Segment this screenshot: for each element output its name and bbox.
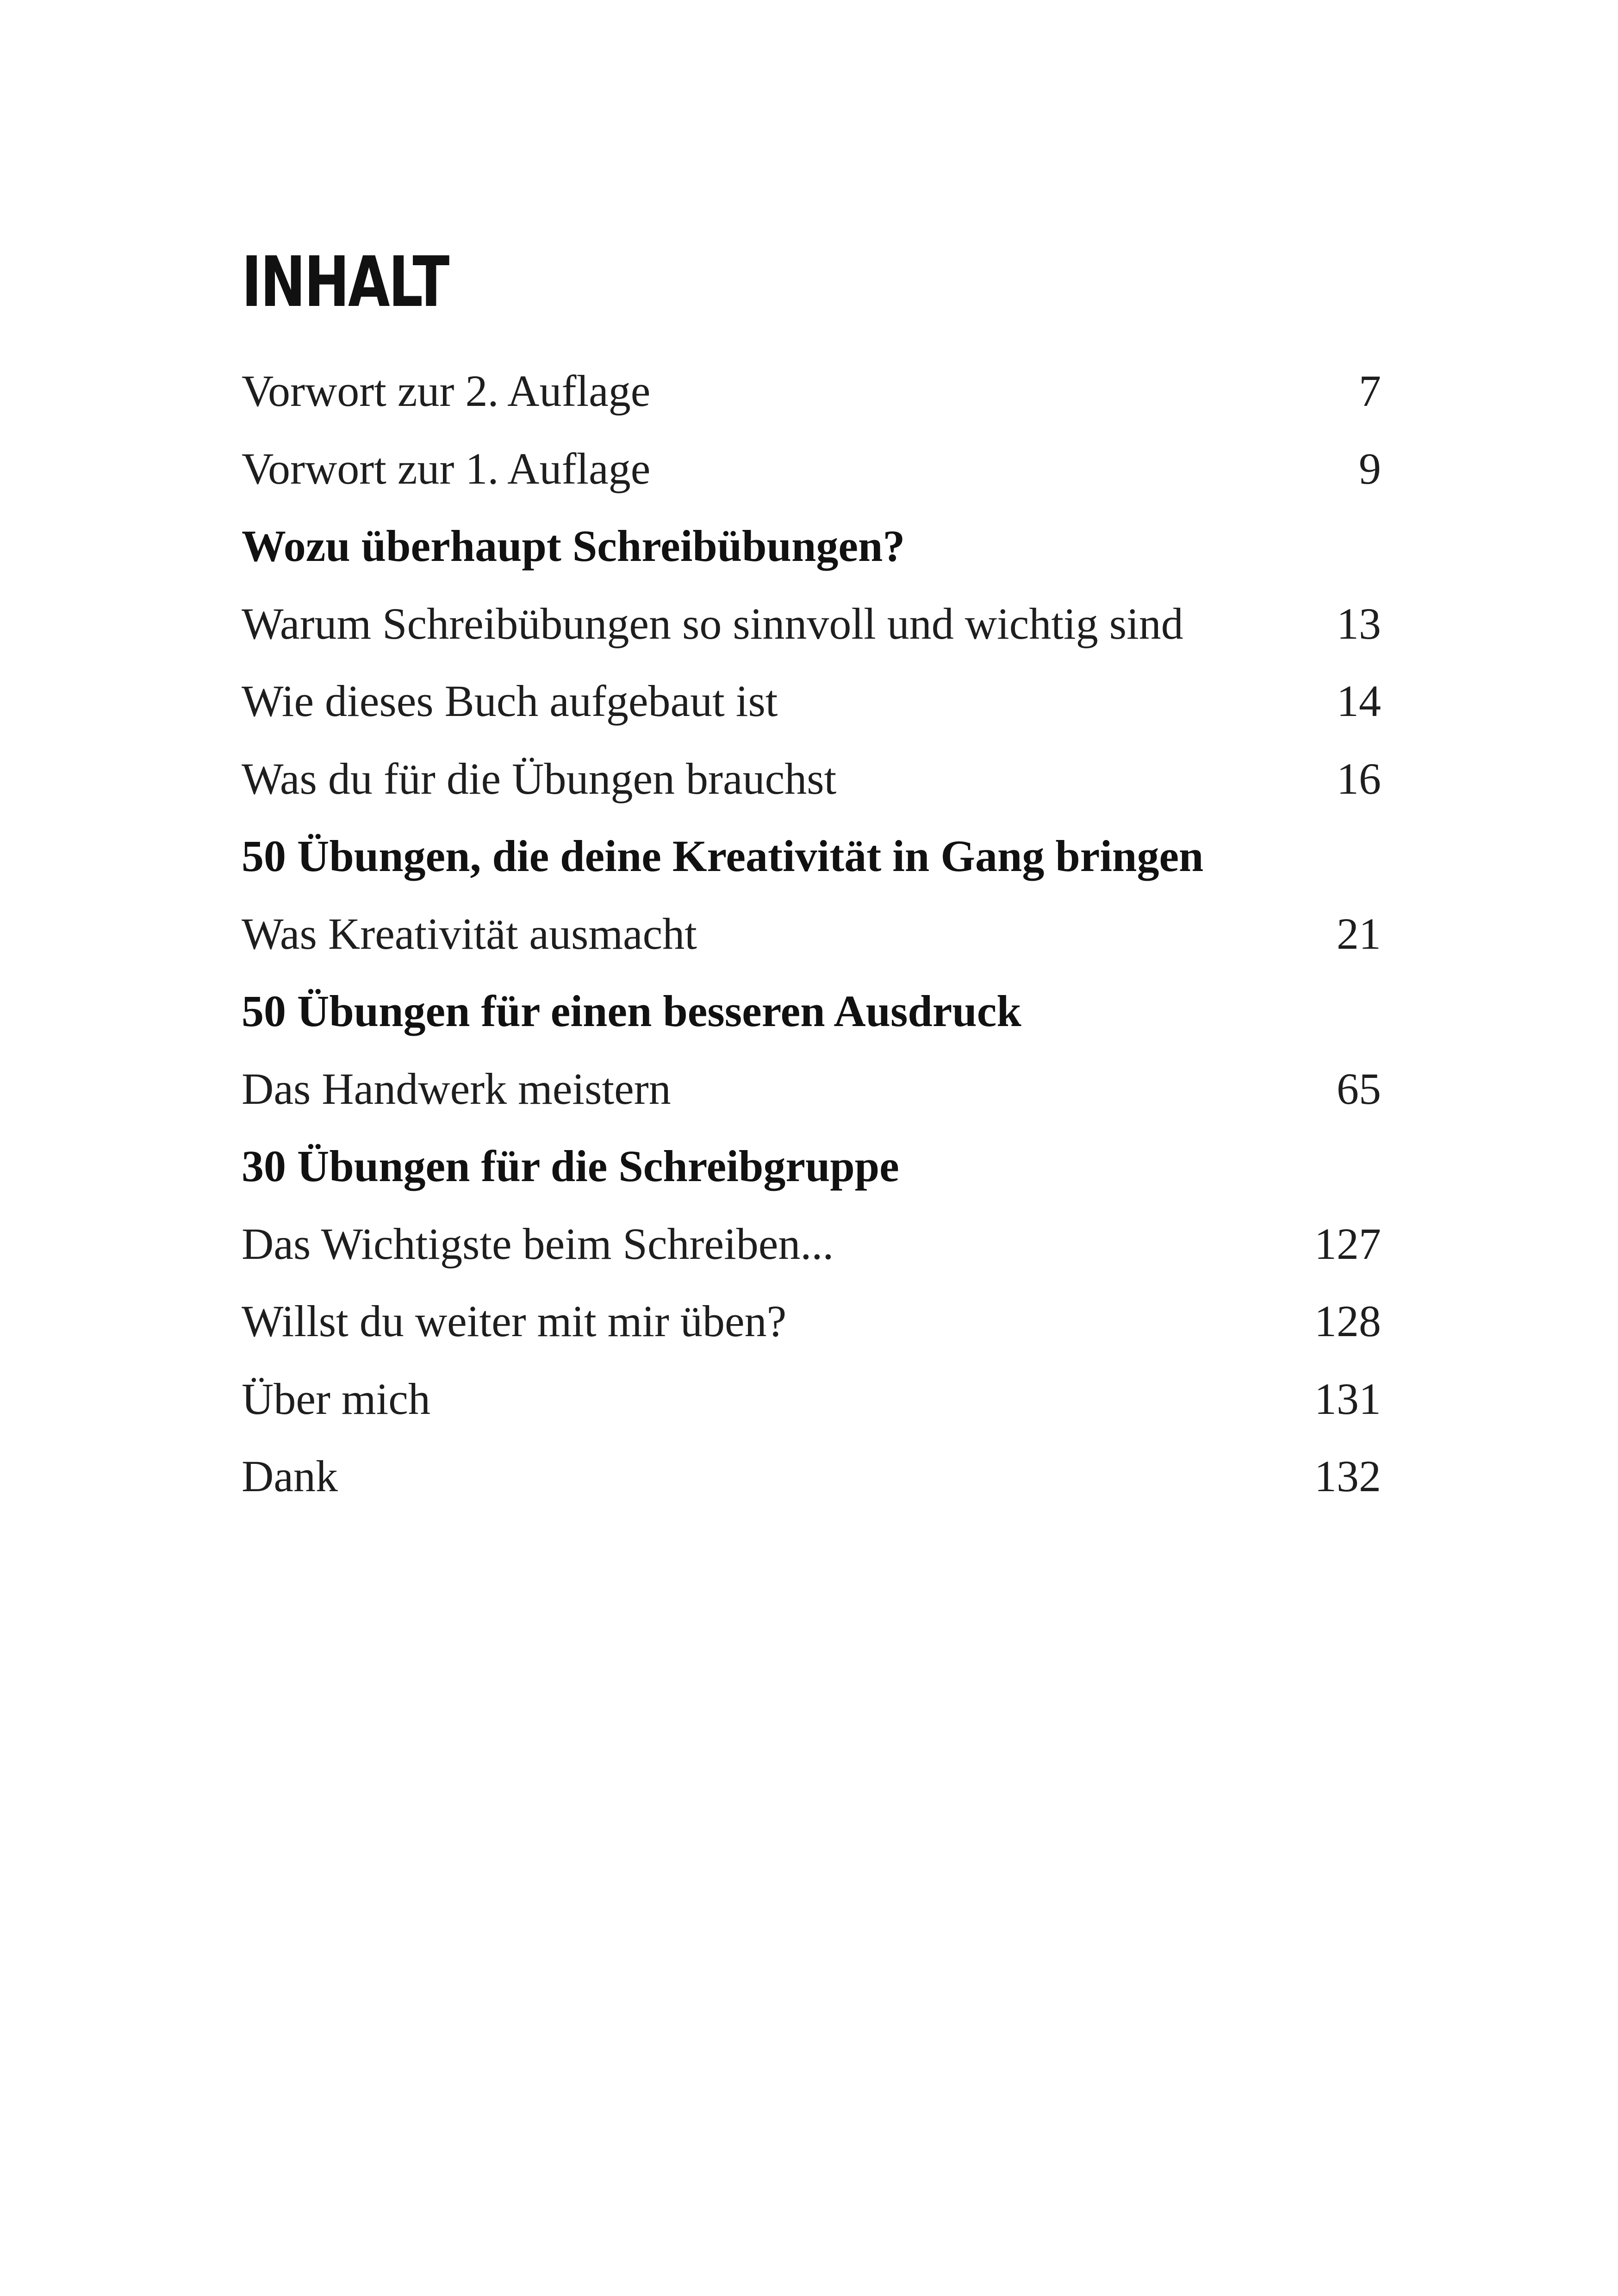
toc-entry [242, 1364, 1381, 1442]
toc-entry-label: Vorwort zur 2. Auflage [242, 366, 651, 416]
table-of-contents [242, 356, 1381, 1519]
toc-section-heading [242, 511, 1381, 589]
toc-entry-page: 7 [1359, 366, 1381, 416]
toc-section-heading [242, 1132, 1381, 1209]
toc-entry-page: 9 [1359, 443, 1381, 493]
toc-entry-page: 16 [1337, 753, 1381, 803]
toc-entry-page: 13 [1337, 598, 1381, 648]
toc-entry [242, 744, 1381, 822]
toc-entry [242, 899, 1381, 977]
toc-entry-label: Vorwort zur 1. Auflage [242, 443, 651, 493]
toc-entry-page: 65 [1337, 1064, 1381, 1114]
toc-entry-page: 132 [1314, 1451, 1381, 1501]
toc-entry-page: 131 [1314, 1374, 1381, 1424]
toc-entry [242, 356, 1381, 434]
page-title: INHALT [242, 242, 448, 323]
toc-section-label: Wozu überhaupt Schreibübungen? [242, 521, 905, 571]
toc-section-label: 50 Übungen, die deine Kreativität in Gang bringen [242, 831, 1204, 881]
toc-entry-page: 14 [1337, 676, 1381, 726]
toc-entry-label: Warum Schreibübungen so sinnvoll und wichtig sind [242, 598, 1183, 648]
toc-entry-label: Dank [242, 1451, 338, 1501]
toc-entry-label: Wie dieses Buch aufgebaut ist [242, 676, 778, 726]
toc-section-heading [242, 821, 1381, 899]
toc-entry-page: 128 [1314, 1296, 1381, 1346]
toc-entry-label: Willst du weiter mit mir üben? [242, 1296, 787, 1346]
toc-entry [242, 1054, 1381, 1132]
toc-entry [242, 1287, 1381, 1364]
toc-section-label: 50 Übungen für einen besseren Ausdruck [242, 986, 1021, 1036]
toc-entry-label: Das Handwerk meistern [242, 1064, 671, 1114]
toc-entry-label: Was du für die Übungen brauchst [242, 753, 837, 803]
toc-entry-page: 127 [1314, 1219, 1381, 1269]
toc-entry-label: Was Kreativität ausmacht [242, 908, 697, 958]
toc-entry [242, 1209, 1381, 1287]
toc-entry [242, 589, 1381, 667]
toc-entry [242, 666, 1381, 744]
toc-entry [242, 1442, 1381, 1519]
toc-entry-page: 21 [1337, 908, 1381, 958]
toc-entry-label: Das Wichtigste beim Schreiben... [242, 1219, 834, 1269]
toc-entry [242, 434, 1381, 512]
toc-section-label: 30 Übungen für die Schreibgruppe [242, 1141, 899, 1191]
toc-section-heading [242, 977, 1381, 1054]
toc-entry-label: Über mich [242, 1374, 430, 1424]
